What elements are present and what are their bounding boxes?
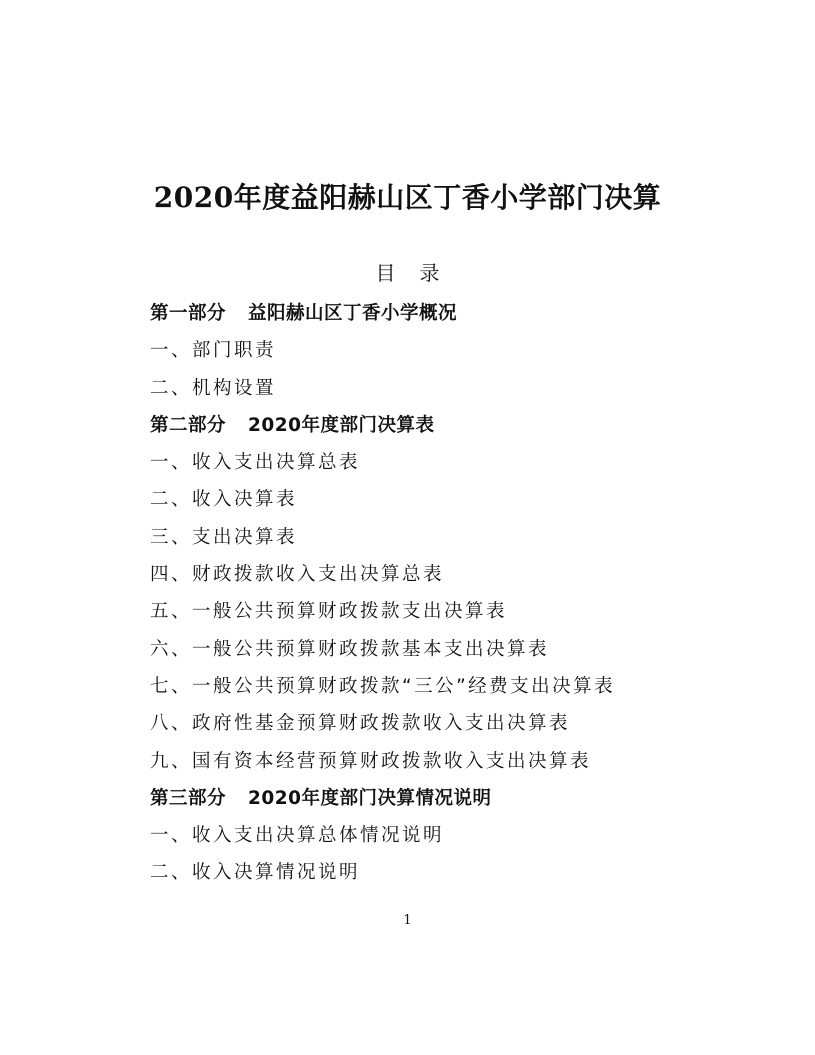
toc-item[interactable]: 六、一般公共预算财政拨款基本支出决算表: [150, 638, 550, 660]
toc-item[interactable]: 五、一般公共预算财政拨款支出决算表: [150, 601, 508, 623]
part-label: 第二部分: [150, 414, 227, 436]
toc-part-1[interactable]: [150, 295, 710, 332]
part-label: 第三部分: [150, 787, 227, 809]
toc-item[interactable]: 二、收入决算情况说明: [150, 862, 361, 884]
toc-item[interactable]: 三、支出决算表: [150, 526, 298, 548]
toc-item[interactable]: 四、财政拨款收入支出决算总表: [150, 564, 445, 586]
page-number: 1: [403, 913, 412, 928]
toc-item[interactable]: 一、收入支出决算总表: [150, 452, 361, 474]
toc-item[interactable]: 七、一般公共预算财政拨款“三公”经费支出决算表: [150, 675, 616, 697]
part-title: 2020年度部门决算情况说明: [248, 787, 492, 809]
toc-item[interactable]: 八、政府性基金预算财政拨款收入支出决算表: [150, 713, 571, 735]
table-of-contents: [150, 295, 710, 892]
document-title: 2020年度益阳赫山区丁香小学部门决算: [153, 181, 662, 214]
toc-item[interactable]: 一、收入支出决算总体情况说明: [150, 825, 445, 847]
toc-part-2[interactable]: [150, 407, 710, 444]
toc-item[interactable]: 二、机构设置: [150, 377, 277, 399]
toc-part-3[interactable]: [150, 780, 710, 817]
part-title: 益阳赫山区丁香小学概况: [248, 303, 458, 324]
part-title: 2020年度部门决算表: [248, 414, 435, 436]
part-label: 第一部分: [150, 303, 227, 324]
toc-item[interactable]: 九、国有资本经营预算财政拨款收入支出决算表: [150, 750, 592, 772]
toc-heading: 目录: [375, 261, 464, 285]
toc-item[interactable]: 一、部门职责: [150, 340, 277, 362]
toc-item[interactable]: 二、收入决算表: [150, 489, 298, 511]
